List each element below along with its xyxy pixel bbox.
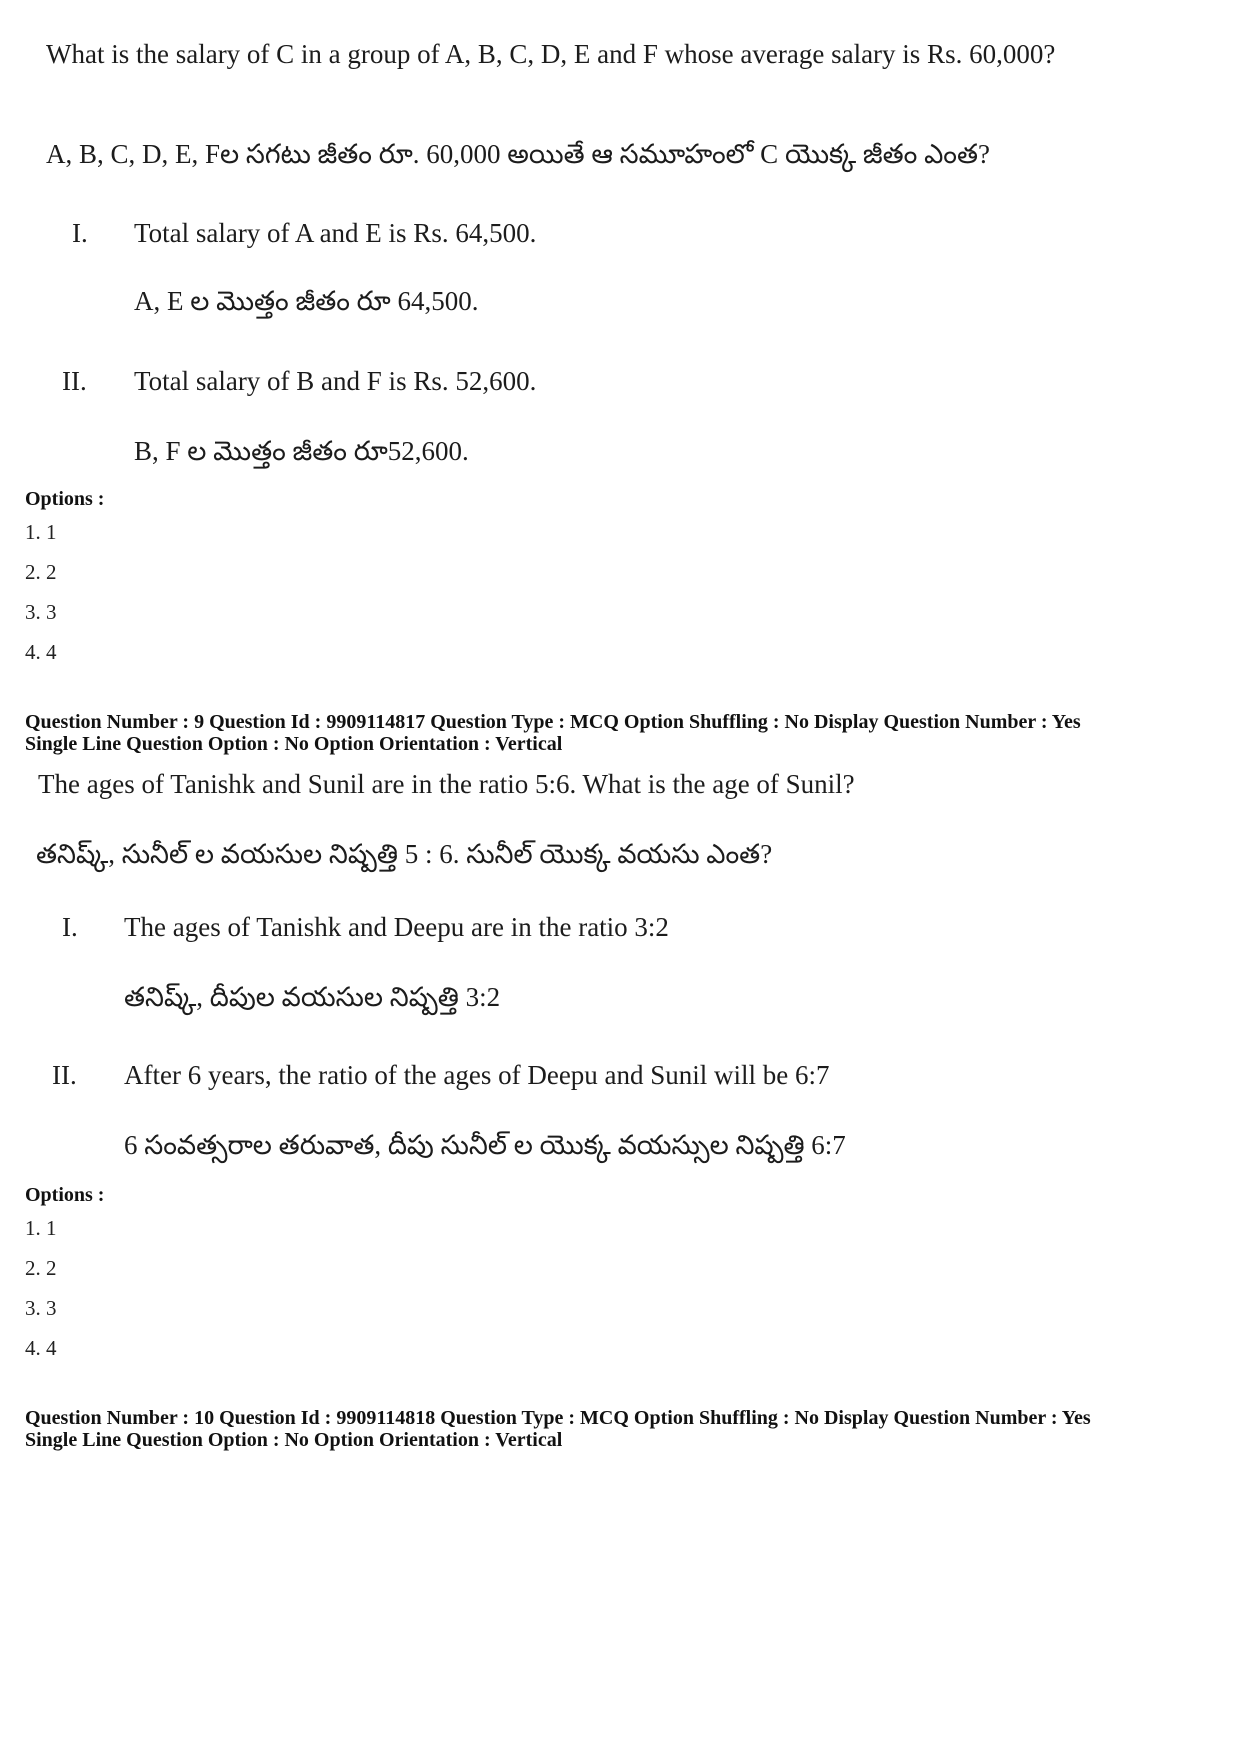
q8-statement-2-te: B, F ల మొత్తం జీతం రూ52,600.: [134, 436, 469, 466]
q9-meta-line-2: Single Line Question Option : No Option Orientation : Vertical: [25, 733, 563, 755]
q9-option-1[interactable]: 1. 1: [25, 1216, 57, 1240]
q8-statement-1-te: A, E ల మొత్తం జీతం రూ 64,500.: [134, 286, 479, 316]
q9-option-4[interactable]: 4. 4: [25, 1336, 57, 1360]
q9-statement-1-number: I.: [62, 912, 78, 942]
question-8-text-te: A, B, C, D, E, Fల సగటు జీతం రూ. 60,000 అయితే ఆ సమూహంలో C యొక్క జీతం ఎంత?: [46, 139, 990, 169]
q9-option-3[interactable]: 3. 3: [25, 1296, 57, 1320]
q9-option-2[interactable]: 2. 2: [25, 1256, 57, 1280]
question-9-text-en: The ages of Tanishk and Sunil are in the ratio 5:6. What is the age of Sunil?: [38, 769, 855, 799]
q10-meta-line-1: Question Number : 10 Question Id : 9909114818 Question Type : MCQ Option Shuffling : No Display Question Number : Yes: [25, 1407, 1091, 1429]
q8-option-1[interactable]: 1. 1: [25, 520, 57, 544]
q9-statement-2-number: II.: [52, 1060, 77, 1090]
q8-option-4[interactable]: 4. 4: [25, 640, 57, 664]
q8-statement-1-number: I.: [72, 218, 88, 248]
q9-statement-1-te: తనిష్క్, దీపుల వయసుల నిష్పత్తి 3:2: [124, 982, 501, 1012]
question-8-text-en: What is the salary of C in a group of A, B, C, D, E and F whose average salary is Rs. 60,000?: [46, 39, 1056, 69]
q10-meta-line-2: Single Line Question Option : No Option Orientation : Vertical: [25, 1429, 563, 1451]
question-9-text-te: తనిష్క్, సునీల్ ల వయసుల నిష్పత్తి 5 : 6. సునీల్ యొక్క వయసు ఎంత?: [36, 839, 773, 869]
q9-statement-1-en: The ages of Tanishk and Deepu are in the ratio 3:2: [124, 912, 669, 942]
q9-options-label: Options :: [25, 1184, 105, 1206]
q9-statement-2-en: After 6 years, the ratio of the ages of Deepu and Sunil will be 6:7: [124, 1060, 830, 1090]
q8-options-label: Options :: [25, 488, 105, 510]
q9-meta-line-1: Question Number : 9 Question Id : 9909114817 Question Type : MCQ Option Shuffling : No Display Question Number : Yes: [25, 711, 1081, 733]
q8-option-3[interactable]: 3. 3: [25, 600, 57, 624]
q8-statement-2-en: Total salary of B and F is Rs. 52,600.: [134, 366, 537, 396]
q8-statement-1-en: Total salary of A and E is Rs. 64,500.: [134, 218, 537, 248]
q8-option-2[interactable]: 2. 2: [25, 560, 57, 584]
q8-statement-2-number: II.: [62, 366, 87, 396]
q9-statement-2-te: 6 సంవత్సరాల తరువాత, దీపు సునీల్ ల యొక్క వయస్సుల నిష్పత్తి 6:7: [124, 1130, 846, 1160]
